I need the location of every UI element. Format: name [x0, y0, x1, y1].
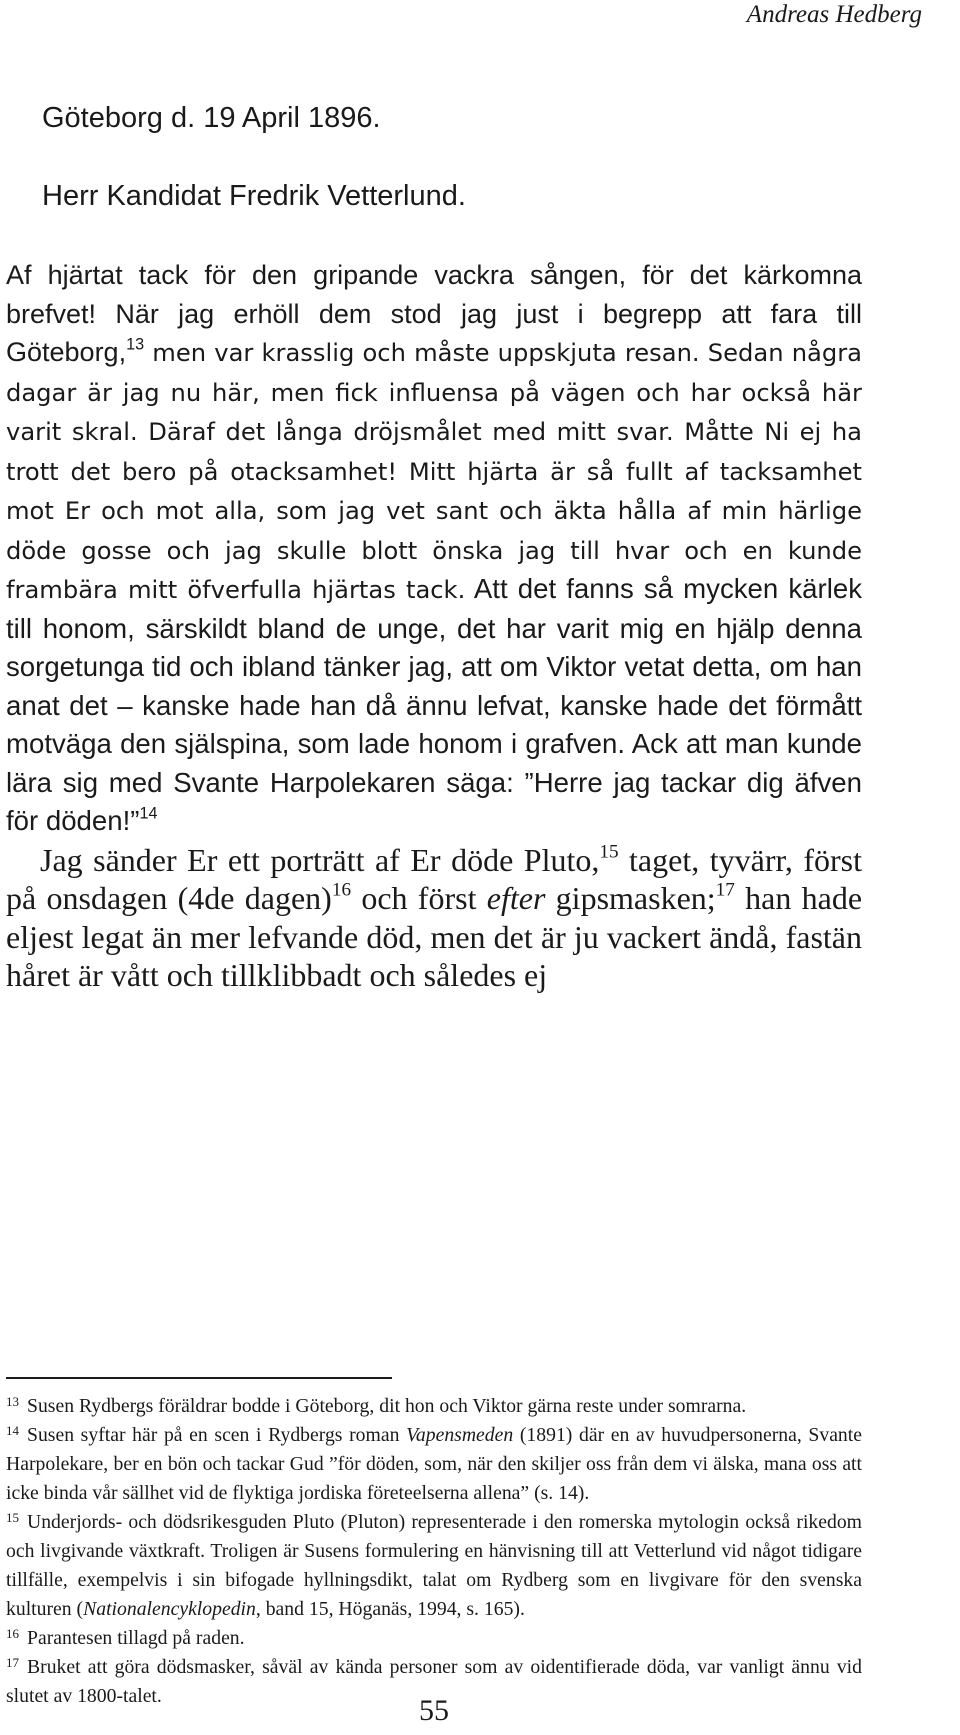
- footnote-text: Susen syftar här på en scen i Rydbergs roman: [27, 1424, 407, 1446]
- footnote-ref-17: 17: [715, 879, 735, 901]
- footnote-text: , band 15, Höganäs, 1994, s. 165).: [255, 1598, 525, 1620]
- footnote-15: [6, 1508, 862, 1624]
- footnotes-section: [6, 1392, 862, 1711]
- page-number: 55: [419, 1694, 449, 1727]
- footnote-text: (1891) där en av huvudpersonerna, Svante Harpolekare, ber en bön och tackar Gud ”för döden, som, när den skiljer oss från dem vi älska, mana oss att icke binda vår sällhet vid de flyktiga jordiska företeelserna allena” (s. 14).: [6, 1424, 862, 1504]
- footnote-italic-title: Vapensmeden: [406, 1424, 514, 1446]
- footnote-ref-14: 14: [139, 804, 158, 823]
- footnote-number: 16: [6, 1625, 19, 1641]
- paragraph-2-text-e: han hade eljest legat än mer lefvande död, men det är ju vackert ändå, fastän håret är vått och tillklibbadt och således ej: [6, 880, 863, 993]
- footnote-divider: [6, 1377, 392, 1379]
- running-header-author: Andreas Hedberg: [746, 1, 922, 28]
- footnote-italic-title: Nationalencyklopedin: [83, 1598, 256, 1620]
- footnote-ref-15: 15: [599, 841, 619, 863]
- footnote-14: [6, 1421, 862, 1508]
- footnote-number: 17: [6, 1654, 19, 1670]
- footnote-13: [6, 1392, 862, 1421]
- paragraph-1-text-b: men var krasslig och måste uppskjuta resan. Sedan några dagar är jag nu här, men fick influensa på vägen och har också här varit skral. Däraf det långa dröjsmålet med mitt svar. Måtte Ni ej ha trott det bero på otacksamhet! Mitt hjärta är så fullt af tacksamhet mot Er och mot alla, som jag vet sant och äkta hålla af min härlige döde gosse och jag skulle blott önska jag till hvar och en kunde frambära mitt öfverfulla hjärtas tack.: [6, 339, 862, 604]
- paragraph-2-text-c: och först: [351, 880, 487, 916]
- footnote-text: Underjords- och dödsrikesguden Pluto (Pluton) representerade i den romerska mytologin också rikedom och livgivande växtkraft. Troligen är Susens formulering en hänvisning till att Vetterlund vid något tidigare tillfälle, exempelvis i sin bifogade hyllningsdikt, talat om Rydberg som en livgivare för den svenska kulturen (: [6, 1511, 862, 1620]
- paragraph-1-text-a: Af hjärtat tack för den gripande vackra sången, för det kärkomna brefvet! När jag erhöll dem stod jag just i begrepp att fara till Göteborg,: [6, 260, 862, 367]
- footnote-ref-13: 13: [126, 335, 145, 354]
- footnote-ref-16: 16: [331, 879, 352, 901]
- footnote-number: 13: [6, 1393, 19, 1409]
- footnote-text: Bruket att göra dödsmasker, såväl av kända personer som av oidentifierade döda, var vanligt ännu vid slutet av 1800-talet.: [6, 1656, 862, 1707]
- paragraph-1: [6, 256, 862, 841]
- paragraph-2-text-a: Jag sänder Er ett porträtt af Er döde Pluto,: [40, 841, 600, 878]
- footnote-number: 14: [6, 1422, 19, 1438]
- paragraph-2-text-d: gipsmasken;: [545, 880, 716, 916]
- letter-body: [6, 256, 862, 995]
- letter-salutation: Herr Kandidat Fredrik Vetterlund.: [42, 180, 466, 212]
- footnote-text: Parantesen tillagd på raden.: [27, 1627, 245, 1649]
- paragraph-2-text-b: taget, tyvärr, först på onsdagen (4de dagen): [6, 841, 863, 916]
- footnote-text: Susen Rydbergs föräldrar bodde i Göteborg, dit hon och Viktor gärna reste under somrarna.: [27, 1395, 747, 1417]
- letter-date: Göteborg d. 19 April 1896.: [42, 102, 381, 134]
- paragraph-2-italic-efter: efter: [486, 880, 546, 916]
- paragraph-1-text-c: Att det fanns så mycken kärlek till honom, särskildt bland de unge, det har varit mig en hjälp denna sorgetunga tid och ibland tänker jag, att om Viktor vetat detta, om han anat det – kanske hade han då ännu lefvat, kanske hade det förmått motväga den själspina, som lade honom i grafven. Ack att man kunde lära sig med Svante Harpolekaren säga: ”Herre jag tackar dig äfven för döden!”: [6, 573, 862, 836]
- footnote-16: [6, 1624, 862, 1653]
- footnote-number: 15: [6, 1509, 19, 1525]
- paragraph-2: [6, 841, 862, 995]
